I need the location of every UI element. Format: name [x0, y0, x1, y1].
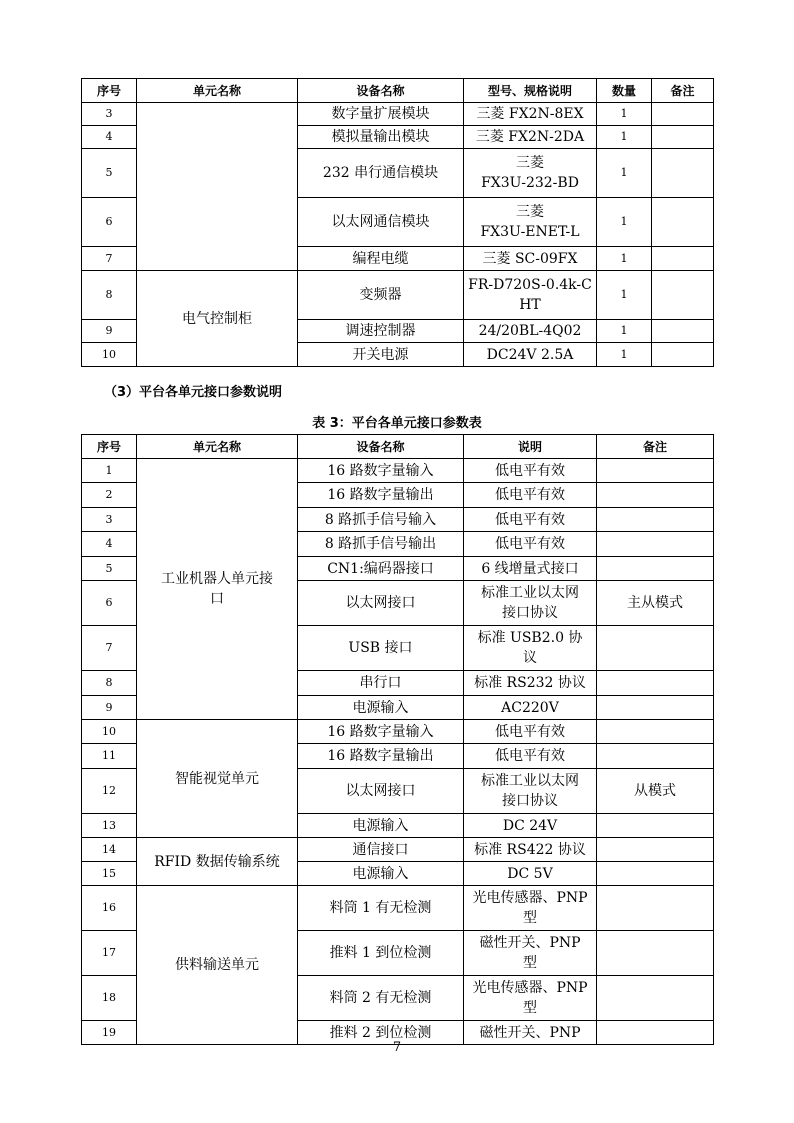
device-name: 数字量扩展模块	[298, 103, 464, 126]
header-cell: 序号	[82, 435, 137, 459]
description: 磁性开关、PNP 型	[464, 931, 597, 976]
page-number: 7	[392, 1040, 402, 1055]
table-row	[82, 103, 714, 126]
table-header-row	[82, 435, 714, 459]
description: 标准工业以太网 接口协议	[464, 581, 597, 626]
device-name: 16 路数字量输入	[298, 459, 464, 483]
device-name: 16 路数字量输入	[298, 720, 464, 744]
header-cell: 说明	[464, 435, 597, 459]
device-name: 电源输入	[298, 814, 464, 838]
row-number: 19	[82, 1021, 137, 1045]
remark	[652, 149, 714, 198]
row-number: 9	[82, 696, 137, 720]
table-row	[82, 720, 714, 744]
device-name: 电源输入	[298, 696, 464, 720]
remark	[597, 557, 714, 581]
remark	[597, 838, 714, 862]
row-number: 7	[82, 626, 137, 671]
remark	[597, 976, 714, 1021]
device-name: 以太网接口	[298, 581, 464, 626]
unit-name-cell: 工业机器人单元接 口	[137, 459, 298, 720]
quantity: 1	[597, 198, 652, 247]
description: 标准 USB2.0 协 议	[464, 626, 597, 671]
row-number: 6	[82, 581, 137, 626]
description: DC 24V	[464, 814, 597, 838]
table-row	[82, 886, 714, 931]
remark: 主从模式	[597, 581, 714, 626]
device-name: 编程电缆	[298, 247, 464, 271]
description: 低电平有效	[464, 483, 597, 508]
description: 磁性开关、PNP	[464, 1021, 597, 1045]
device-name: CN1:编码器接口	[298, 557, 464, 581]
row-number: 7	[82, 247, 137, 271]
remark	[597, 671, 714, 696]
header-cell: 型号、规格说明	[464, 79, 597, 103]
description: 光电传感器、PNP 型	[464, 886, 597, 931]
unit-name-cell: 供料输送单元	[137, 886, 298, 1045]
remark	[652, 103, 714, 126]
description: AC220V	[464, 696, 597, 720]
row-number: 11	[82, 744, 137, 769]
row-number: 3	[82, 103, 137, 126]
device-name: 变频器	[298, 271, 464, 320]
description: 低电平有效	[464, 720, 597, 744]
table-row	[82, 271, 714, 320]
device-name: 8 路抓手信号输出	[298, 532, 464, 557]
model-spec: 三菱 FX3U-232-BD	[464, 149, 597, 198]
model-spec: DC24V 2.5A	[464, 343, 597, 367]
row-number: 17	[82, 931, 137, 976]
table-row	[82, 459, 714, 483]
row-number: 9	[82, 320, 137, 343]
remark	[597, 814, 714, 838]
remark	[652, 320, 714, 343]
row-number: 3	[82, 508, 137, 532]
device-name: 料筒 2 有无检测	[298, 976, 464, 1021]
quantity: 1	[597, 126, 652, 149]
remark	[597, 696, 714, 720]
header-cell: 设备名称	[298, 435, 464, 459]
device-name: 8 路抓手信号输入	[298, 508, 464, 532]
row-number: 6	[82, 198, 137, 247]
description: DC 5V	[464, 862, 597, 886]
row-number: 5	[82, 557, 137, 581]
model-spec: FR-D720S-0.4k-C HT	[464, 271, 597, 320]
remark	[597, 459, 714, 483]
row-number: 10	[82, 720, 137, 744]
description: 6 线增量式接口	[464, 557, 597, 581]
header-cell: 备注	[652, 79, 714, 103]
device-name: 通信接口	[298, 838, 464, 862]
remark	[597, 886, 714, 931]
row-number: 8	[82, 271, 137, 320]
row-number: 1	[82, 459, 137, 483]
quantity: 1	[597, 149, 652, 198]
description: 低电平有效	[464, 744, 597, 769]
device-name: 16 路数字量输出	[298, 744, 464, 769]
header-cell: 单元名称	[137, 79, 298, 103]
table-row	[82, 838, 714, 862]
remark	[597, 720, 714, 744]
row-number: 16	[82, 886, 137, 931]
quantity: 1	[597, 343, 652, 367]
remark	[597, 744, 714, 769]
header-cell: 单元名称	[137, 435, 298, 459]
table-caption: 表 3：平台各单元接口参数表	[312, 416, 482, 431]
remark	[652, 271, 714, 320]
model-spec: 三菱 SC-09FX	[464, 247, 597, 271]
model-spec: 三菱 FX3U-ENET-L	[464, 198, 597, 247]
device-name: 以太网通信模块	[298, 198, 464, 247]
device-name: 调速控制器	[298, 320, 464, 343]
device-name: 232 串行通信模块	[298, 149, 464, 198]
device-name: 料筒 1 有无检测	[298, 886, 464, 931]
remark	[652, 126, 714, 149]
remark	[597, 532, 714, 557]
description: 低电平有效	[464, 459, 597, 483]
remark	[597, 626, 714, 671]
unit-name-cell: 电气控制柜	[137, 271, 298, 367]
quantity: 1	[597, 247, 652, 271]
row-number: 4	[82, 532, 137, 557]
device-name: 以太网接口	[298, 769, 464, 814]
quantity: 1	[597, 103, 652, 126]
device-name: 电源输入	[298, 862, 464, 886]
remark: 从模式	[597, 769, 714, 814]
device-name: 推料 1 到位检测	[298, 931, 464, 976]
device-name: 串行口	[298, 671, 464, 696]
row-number: 14	[82, 838, 137, 862]
quantity: 1	[597, 320, 652, 343]
row-number: 18	[82, 976, 137, 1021]
row-number: 10	[82, 343, 137, 367]
description: 低电平有效	[464, 532, 597, 557]
equipment-table	[81, 78, 714, 367]
header-cell: 备注	[597, 435, 714, 459]
remark	[652, 343, 714, 367]
description: 标准工业以太网 接口协议	[464, 769, 597, 814]
remark	[597, 931, 714, 976]
remark	[652, 198, 714, 247]
table-header-row	[82, 79, 714, 103]
device-name: 开关电源	[298, 343, 464, 367]
remark	[652, 247, 714, 271]
model-spec: 三菱 FX2N-2DA	[464, 126, 597, 149]
unit-name-cell: RFID 数据传输系统	[137, 838, 298, 886]
row-number: 2	[82, 483, 137, 508]
row-number: 8	[82, 671, 137, 696]
section-heading: （3）平台各单元接口参数说明	[104, 385, 283, 400]
row-number: 4	[82, 126, 137, 149]
device-name: USB 接口	[298, 626, 464, 671]
header-cell: 设备名称	[298, 79, 464, 103]
remark	[597, 508, 714, 532]
row-number: 15	[82, 862, 137, 886]
quantity: 1	[597, 271, 652, 320]
unit-name-cell: 智能视觉单元	[137, 720, 298, 838]
device-name: 推料 2 到位检测	[298, 1021, 464, 1045]
unit-name-cell	[137, 103, 298, 271]
row-number: 13	[82, 814, 137, 838]
description: 标准 RS232 协议	[464, 671, 597, 696]
description: 低电平有效	[464, 508, 597, 532]
model-spec: 三菱 FX2N-8EX	[464, 103, 597, 126]
remark	[597, 483, 714, 508]
header-cell: 序号	[82, 79, 137, 103]
remark	[597, 862, 714, 886]
row-number: 12	[82, 769, 137, 814]
device-name: 模拟量输出模块	[298, 126, 464, 149]
header-cell: 数量	[597, 79, 652, 103]
row-number: 5	[82, 149, 137, 198]
model-spec: 24/20BL-4Q02	[464, 320, 597, 343]
description: 标准 RS422 协议	[464, 838, 597, 862]
interface-parameter-table	[81, 434, 714, 1045]
description: 光电传感器、PNP 型	[464, 976, 597, 1021]
device-name: 16 路数字量输出	[298, 483, 464, 508]
